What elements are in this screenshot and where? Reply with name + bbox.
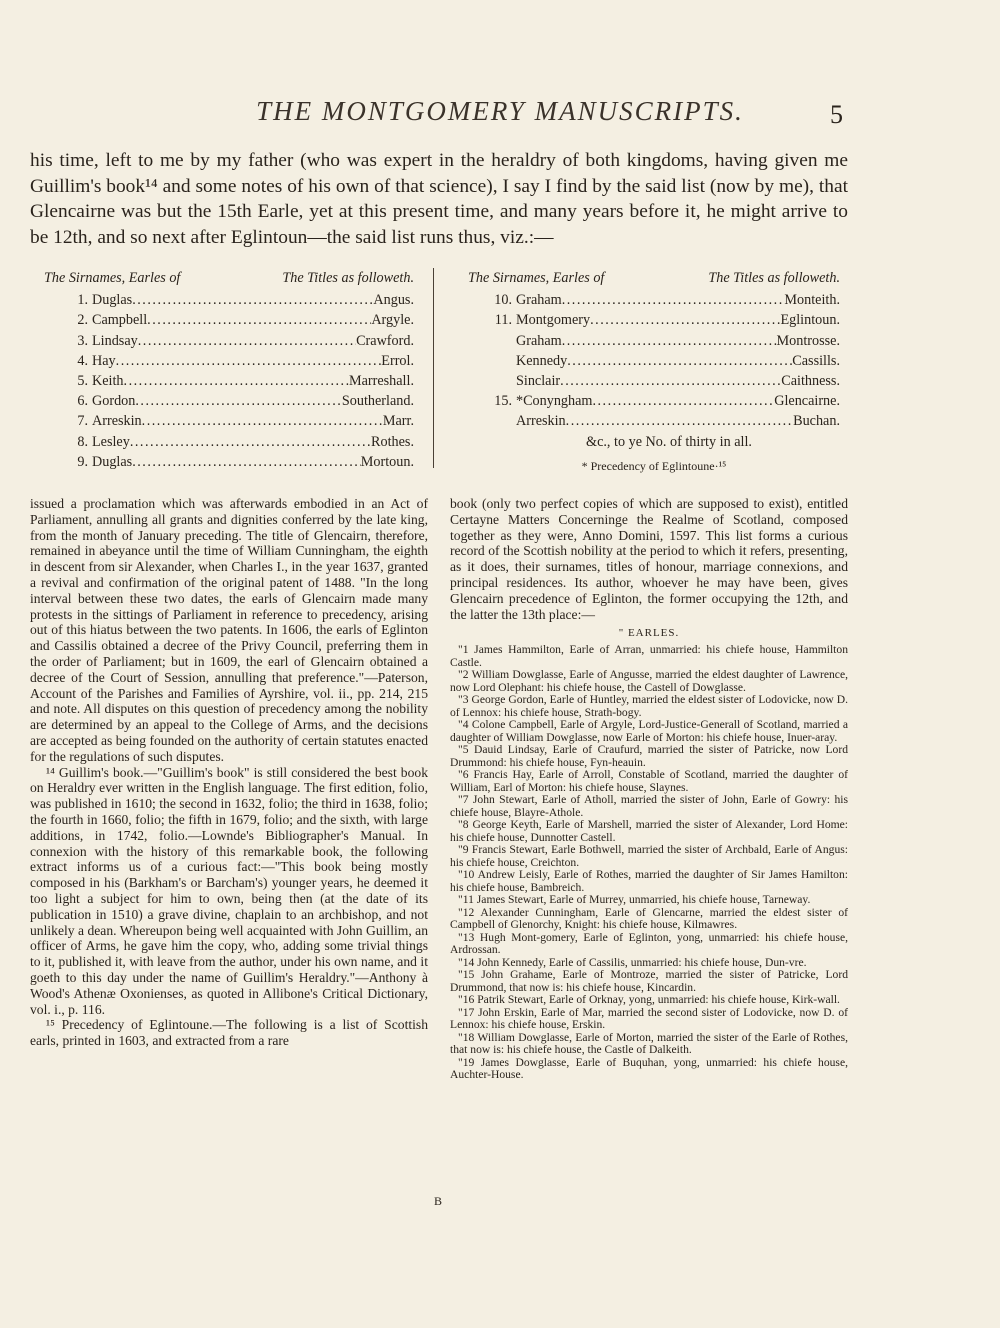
row-surname: Lindsay [92,332,138,349]
row-number: 5. [77,373,88,390]
row-number: 1. [77,292,88,309]
row-title: Eglintoun. [780,312,840,329]
row-title: Montrosse. [776,332,840,349]
row-title: Marr. [382,413,414,430]
signature-mark: B [434,1194,443,1208]
main-paragraph [30,148,848,250]
earle-entry: "9 Francis Stewart, Earle Bothwell, married the sister of Archbald, Earle of Angus: his chiefe house, Creichton. [450,843,848,869]
row-title: Argyle. [371,312,414,329]
list-row [468,411,840,431]
row-surname: Keith [92,373,124,390]
list-row [468,331,840,351]
earle-entry: "19 James Dowglasse, Earle of Buquhan, yong, unmarried: his chiefe house, Auchter-House. [450,1055,848,1082]
footnote-14: ¹⁴ Guillim's book.—"Guillim's book" is still considered the best book on Heraldry ever written in the English language. The first edition, folio, was published in 1610; the second in 1632, folio; the third in 1638, folio; the fourth in 1660, folio; the fifth in 1679, folio; and the sixth, with large additions, in 1742, folio.—Lownde's Bibliographer's Manual. In connexion with the history of this remarkable book, the following extract informs us of a curious fact:—"This book being mostly composed in his (Barkham's or Barcham's) younger years, he deemed it too light a subject for him to own, being then (at the date of its publication in 1510) a grave divine, chaplain to an archbishop, and not unlikely a dean. Whereupon being well acquainted with John Guillim, an officer of Arms, he gave him the copy, who, adding some trivial things to it, published it, with leave from the author, under his own name, and it goeth to this day under the name of Guillim's Heraldry."—Anthony à Wood's Athenæ Oxonienses, as quoted in Allibone's Critical Dictionary, vol. i., p. 116. [30,764,428,1017]
row-number: 6. [77,393,88,410]
footnote-15: ¹⁵ Precedency of Eglintoune.—The following is a list of Scottish earls, printed in 1603, and extracted from a rare [30,1017,428,1049]
leader-dots [590,310,780,330]
list-row [44,331,414,351]
list-row [44,371,414,391]
earls-list-left [44,268,414,472]
row-number: 4. [77,352,88,369]
row-title: Cassills. [792,352,840,369]
earls-list-right [468,268,840,476]
earle-entry: "11 James Stewart, Earle of Murrey, unmarried, his chiefe house, Tarneway. [458,893,811,907]
leader-dots [124,371,349,391]
list-row [468,391,840,411]
row-surname: Duglas [92,453,133,470]
row-surname: Graham [516,332,562,349]
list-tail: &c., to ye No. of thirty in all. [586,433,752,450]
list-row [468,371,840,391]
earles-list [450,644,848,1082]
row-title: Glencairne. [774,393,840,410]
row-surname: Sinclair [516,373,561,390]
list-row [468,290,840,310]
running-head: THE MONTGOMERY MANUSCRIPTS. [256,96,744,126]
row-surname: Graham [516,292,562,309]
list-row [44,310,414,330]
leader-dots [130,432,371,452]
earle-entry: "13 Hugh Mont-gomery, Earle of Eglinton, yong, unmarried: his chiefe house, Ardrossan. [450,930,848,957]
row-number: 3. [77,332,88,349]
row-title: Mortoun. [360,453,414,470]
row-surname: Lesley [92,433,130,450]
earle-entry: "15 John Grahame, Earle of Montroze, married the sister of Patricke, Lord Drummond, that now is: his chiefe house, Kincardin. [450,968,848,994]
row-title: Crawford. [356,332,414,349]
list-row [468,351,840,371]
leader-dots [592,391,774,411]
row-title: Buchan. [793,413,840,430]
earle-entry: "16 Patrik Stewart, Earle of Orknay, yong, unmarried: his chiefe house, Kirk-wall. [458,993,840,1007]
leader-dots [147,310,371,330]
row-surname: Arreskin [516,413,566,430]
row-number: 2. [77,312,88,329]
list-row [44,411,414,431]
leader-dots [132,290,373,310]
main-paragraph-text: his time, left to me by my father (who was expert in the heraldry of both kingdoms, having given me Guillim's book¹⁴ and some notes of his own of that science), I say I find by the said list (now by me), that Glencairne was but the 15th Earle, yet at this present time, and many years before it, he might arrive to be 12th, and so next after Eglintoun—the said list runs thus, viz.:— [30,150,848,248]
earle-entry: "14 John Kennedy, Earle of Cassilis, unmarried: his chiefe house, Dun-vre. [458,955,807,969]
leader-dots [567,351,792,371]
row-surname: Gordon [92,393,136,410]
list-row [44,432,414,452]
left-column [30,496,428,1049]
row-number: 8. [77,433,88,450]
earle-entry: "2 William Dowglasse, Earle of Angusse, married the eldest daughter of Lawrence, now Lord Olephant: his chiefe house, the Castell of Dowglasse. [450,668,848,694]
earle-entry: "10 Andrew Leisly, Earle of Rothes, married the daughter of Sir James Hamilton: his chiefe house, Bambreich. [450,868,848,894]
left-column-para-1: issued a proclamation which was afterwards embodied in an Act of Parliament, annulling all grants and dignities conferred by the late king, from the month of January preceding. The title of Glencairn, therefore, remained in abeyance until the time of William Cunningham, the eighth in descent from sir Alexander, when Charles I., in the year 1637, granted a revival and confirmation of the original patent of 1488. "In the long interval between these two dates, the earls of Glencairn made many protests in the sittings of Parliament in reference to precedency, arising out of this hiatus between the two patents. In 1606, the earls of Eglinton and Cassilis obtained a decree of the Privy Council, preferring them in the order of Parliament; but in 1609, the earl of Glencairn obtained a decree of the Court of Session, annulling that preference."—Paterson, Account of the Parishes and Families of Ayrshire, vol. ii., pp. 214, 215 and note. All disputes on this question of precedency among the nobility are determined by an appeal to the College of Arms, and the decisions are accepted as being founded on the authority of certain statutes enacted for the regulations of such disputes. [30,496,428,764]
list-row [44,351,414,371]
list-left-header [44,268,414,288]
leader-dots [138,331,356,351]
earle-entry: "1 James Hammilton, Earle of Arran, unmarried: his chiefe house, Hammilton Castle. [450,643,848,669]
row-surname: Arreskin [92,413,142,430]
row-title: Rothes. [371,433,414,450]
list-row [44,391,414,411]
leader-dots [562,290,785,310]
row-number: 10. [494,292,512,309]
earles-heading: " EARLES. [618,627,680,640]
row-number: 15. [494,393,512,410]
leader-dots [132,452,361,472]
list-right-head-titles: The Titles as followeth. [708,270,840,286]
row-title: Southerland. [341,393,414,410]
list-row [44,452,414,472]
row-surname: *Conyngham [516,393,593,410]
list-right-header [468,268,840,288]
row-surname: Duglas [92,292,133,309]
row-number: 11. [494,312,512,329]
list-right-head-surnames: The Sirnames, Earles of [468,270,605,286]
leader-dots [116,351,382,371]
earle-entry: "12 Alexander Cunningham, Earle of Glencarne, married the eldest sister of Campbell of Glenorchy, Knight: his chiefe house, Kilmawres. [450,905,848,932]
row-title: Errol. [381,352,414,369]
earle-entry: "3 George Gordon, Earle of Huntley, married the eldest sister of Lodovicke, now D. of Lennox: his chiefe house, Strath-bogy. [450,693,848,719]
row-title: Monteith. [784,292,840,309]
right-column-intro: book (only two perfect copies of which are supposed to exist), entitled Certayne Matters Concerninge the Realme of Scotland, composed together as they were, Anno Domini, 1597. This list forms a curious record of the Scottish nobility at the period to which it refers, presenting, as it does, their surnames, titles of honour, marriage connexions, and principal residences. Its author, whoever he may have been, gives Glencairn precedence of Eglinton, the former occupying the 12th, and the latter the 13th place:— [450,496,848,622]
list-left-head-surnames: The Sirnames, Earles of [44,270,181,286]
earle-entry: "18 William Dowglasse, Earle of Morton, married the sister of the Earle of Rothes, that now is: his chiefe house, the Castle of Dalkeith. [450,1030,848,1057]
row-title: Caithness. [781,373,840,390]
earle-entry: "4 Colone Campbell, Earle of Argyle, Lord-Justice-Generall of Scotland, married a daughter of William Dowglasse, now Earle of Morton: his chiefe house, Inuer-aray. [450,718,848,744]
list-row [468,310,840,330]
earle-entry: "5 Dauid Lindsay, Earle of Craufurd, married the sister of Patricke, now Lord Drummond: his chiefe house, Fyn-heauin. [450,743,848,769]
leader-dots [562,331,777,351]
earle-entry: "7 John Stewart, Earle of Atholl, married the sister of John, Earle of Gowry: his chiefe house, Blayre-Athole. [450,793,848,819]
row-title: Marreshall. [348,373,414,390]
list-row [44,290,414,310]
earle-entry: "6 Francis Hay, Earle of Arroll, Constable of Scotland, married the daughter of William, Earl of Morton: his chiefe house, Slaynes. [450,768,848,794]
row-number: 9. [77,453,88,470]
right-column [450,496,848,1082]
leader-dots [142,411,383,431]
row-title: Angus. [373,292,414,309]
row-number: 7. [77,413,88,430]
list-left-head-titles: The Titles as followeth. [282,270,414,286]
row-surname: Kennedy [516,352,568,369]
page-number: 5 [830,100,843,129]
row-surname: Montgomery [516,312,591,329]
row-surname: Campbell [92,312,148,329]
column-divider [433,268,434,468]
earle-entry: "8 George Keyth, Earle of Marshell, married the sister of Alexander, Lord Home: his chiefe house, Dunnotter Castell. [450,818,848,844]
earle-entry: "17 John Erskin, Earle of Mar, married the second sister of Lodovicke, now D. of Lennox: his chiefe house, Erskin. [450,1005,848,1032]
leader-dots [135,391,342,411]
leader-dots [566,411,793,431]
row-surname: Hay [92,352,116,369]
precedency-note: * Precedency of Eglintoune·¹⁵ [581,458,727,473]
leader-dots [560,371,781,391]
